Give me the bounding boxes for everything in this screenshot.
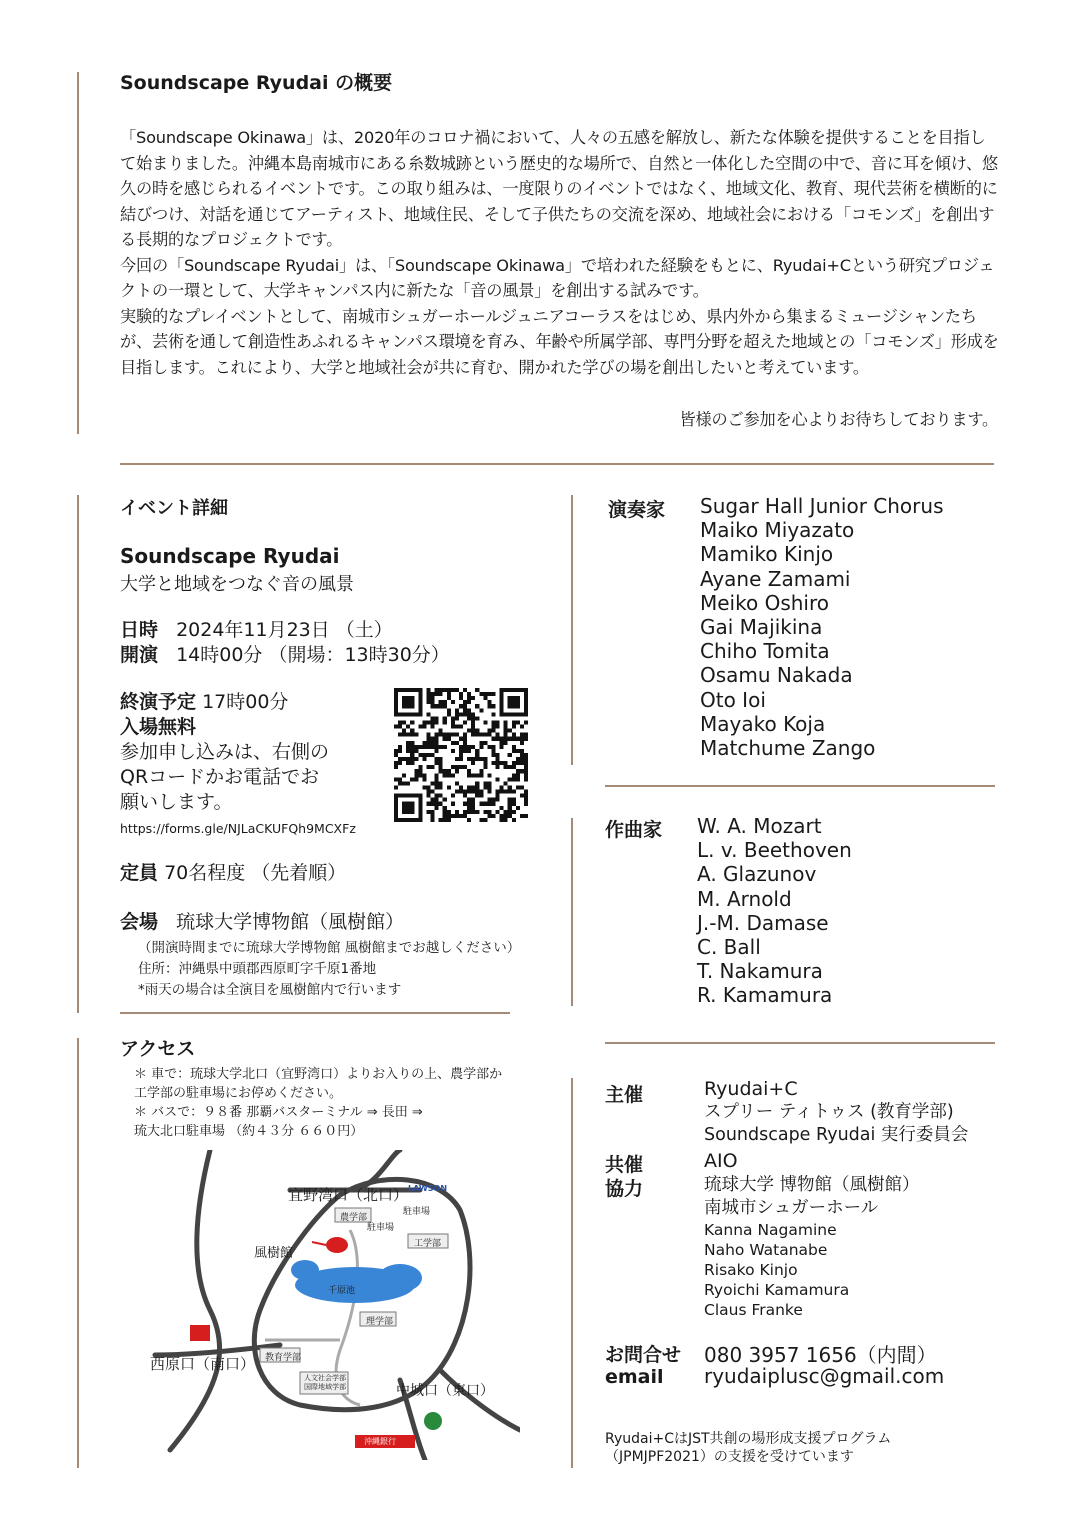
performer-name: Gai Majikina — [700, 615, 823, 640]
map-museum: 風樹館 — [254, 1246, 294, 1261]
performer-name: Meiko Oshiro — [700, 590, 829, 615]
performer-name: Ayane Zamami — [700, 566, 851, 591]
map-eng: 工学部 — [414, 1239, 442, 1249]
host-block — [704, 1078, 968, 1147]
capacity-value: 70名程度 （先着順） — [164, 862, 347, 884]
cooperator-name: Naho Watanabe — [704, 1241, 828, 1259]
event-date-row — [120, 618, 560, 643]
venue-label: 会場 — [120, 911, 159, 933]
cooperator-name: Claus Franke — [704, 1301, 803, 1319]
map-parking-1: 駐車場 — [403, 1207, 431, 1217]
end-label: 終演予定 — [120, 691, 197, 713]
performer-name: Sugar Hall Junior Chorus — [700, 494, 944, 518]
capacity-label: 定員 — [120, 862, 159, 884]
capacity-row — [120, 858, 560, 885]
date-label: 日時 — [120, 619, 159, 641]
map-bank: 沖縄銀行 — [364, 1437, 396, 1446]
museum-marker — [326, 1237, 348, 1253]
map-west-gate: 西原口（南口） — [150, 1355, 256, 1373]
overview-paragraph-1: 「Soundscape Okinawa」は、2020年のコロナ禍において、人々の五感を解放し、新たな体験を提供することを目指して始まりました。沖縄本島南城市にある糸数城跡という歴史的な場所で、自然と一体化した空間の中で、音に耳を傾け、悠久の時を感じられるイベントです。この取り組みは、一度限りのイベントではなく、地域文化、教育、現代芸術を横断的に結びつけ、対話を通じてアーティスト、地域住民、そして子供たちの交流を深め、地域社会における「コモンズ」を創出する長期的なプロジェクトです。 — [120, 128, 999, 249]
coop-block — [704, 1174, 920, 1320]
performer-name: Oto Ioi — [700, 687, 766, 712]
performer-name: Chiho Tomita — [700, 639, 830, 664]
divider-overview — [120, 463, 994, 465]
access-bus-2: 琉大北口駐車場 （約４３分 ６６０円） — [134, 1124, 364, 1139]
overview-paragraph-3: 実験的なプレイベントとして、南城市シュガーホールジュニアコーラスをはじめ、県内外から集まるミュージシャンたちが、芸術を通して創造性あふれるキャンパス環境を育み、年齢や所属学部、専門分野を超えた地域との「コモンズ」形成を目指します。これにより、大学と地域社会が共に育む、開かれた学びの場を創出したいと考えています。 — [120, 306, 999, 377]
date-value: 2024年11月23日 （土） — [176, 619, 393, 641]
performer-name: Mayako Koja — [700, 711, 826, 736]
host-line-1: Ryudai+C — [704, 1078, 798, 1100]
venue-address: 住所：沖縄県中頭郡西原町字千原1番地 — [138, 961, 377, 977]
map-east-gate: 中城口（東口） — [396, 1383, 494, 1399]
performer-name: Maiko Miyazato — [700, 518, 855, 543]
cooperator-name: Risako Kinjo — [704, 1261, 798, 1279]
access-section — [120, 1034, 520, 1141]
host-label: 主催 — [605, 1084, 644, 1106]
support-note-1: Ryudai+CはJST共創の場形成支援プログラム — [605, 1431, 892, 1447]
composers-label: 作曲家 — [605, 819, 663, 841]
map-hum: 人文社会学部 国際地域学部 — [304, 1374, 346, 1391]
host-line-2: スプリー ティトゥス (教育学部) — [704, 1102, 954, 1122]
left-rule-access — [77, 1038, 79, 1468]
composer-name: L. v. Beethoven — [697, 838, 852, 863]
map-agri: 農学部 — [340, 1213, 368, 1223]
left-rule-top — [77, 72, 79, 434]
start-value: 14時00分 （開場：13時30分） — [176, 644, 450, 666]
performer-name: Osamu Nakada — [700, 663, 853, 688]
rain-note: *雨天の場合は全演目を風樹館内で行います — [138, 982, 402, 998]
divider-composers — [605, 1042, 995, 1044]
composer-name: M. Arnold — [697, 886, 792, 911]
overview-paragraph-2: 今回の「Soundscape Ryudai」は、「Soundscape Okinawa」で培われた経験をもとに、Ryudai+Cという研究プロジェクトの一環として、大学キャンパス内に新たな「音の風景」を創出する試みです。 — [120, 255, 995, 300]
composer-name: W. A. Mozart — [697, 814, 822, 838]
performer-name: Mamiko Kinjo — [700, 542, 834, 567]
form-url[interactable]: https://forms.gle/NJLaCKUFQh9MCXFz — [120, 821, 356, 836]
event-name: Soundscape Ryudai — [120, 544, 340, 568]
contact-label: お問合せ — [605, 1344, 682, 1366]
coop-label: 協力 — [605, 1178, 644, 1200]
cohost-value: AIO — [704, 1150, 738, 1172]
performer-name: Matchume Zango — [700, 736, 876, 761]
support-note-2: （JPMJPF2021）の支援を受けています — [605, 1449, 854, 1465]
qr-code[interactable] — [394, 688, 528, 822]
map-lawson: LAWSON — [408, 1184, 448, 1193]
composer-name: A. Glazunov — [697, 862, 817, 887]
overview-title: Soundscape Ryudai の概要 — [120, 72, 393, 94]
email-label: email — [605, 1366, 664, 1388]
cohost-label: 共催 — [605, 1154, 644, 1176]
access-car: ＊ 車で：琉球大学北口（宜野湾口）よりお入りの上、農学部か工学部の駐車場にお停めください。 — [134, 1067, 503, 1101]
email-value[interactable]: ryudaiplusc@gmail.com — [704, 1364, 945, 1388]
mid-rule-organizers — [571, 1078, 573, 1468]
venue-note: （開演時間までに琉球大学博物館 風樹館までお越しください） — [138, 940, 521, 956]
performers-label: 演奏家 — [608, 499, 666, 521]
divider-event-access — [120, 1012, 510, 1014]
map-pond: 千原池 — [328, 1286, 356, 1296]
composer-name: R. Kamamura — [697, 983, 833, 1008]
map-north-gate: 宜野湾口（北口） — [288, 1186, 409, 1204]
mid-rule-performers — [571, 495, 573, 765]
overview-closing: 皆様のご参加を心よりお待ちしております。 — [679, 410, 998, 429]
start-label: 開演 — [120, 644, 159, 666]
map-edu: 教育学部 — [265, 1353, 302, 1363]
composer-name: J.-M. Damase — [697, 910, 829, 935]
map-parking-2: 駐車場 — [367, 1223, 395, 1233]
free-admission: 入場無料 — [120, 716, 197, 738]
map-sci: 理学部 — [366, 1317, 394, 1327]
cooperator-name: Kanna Nagamine — [704, 1221, 837, 1239]
campus-map — [150, 1150, 520, 1460]
end-value: 17時00分 — [202, 691, 289, 713]
contact-value[interactable]: 080 3957 1656（内間） — [704, 1343, 937, 1367]
mid-rule-composers — [571, 818, 573, 1006]
event-subtitle: 大学と地域をつなぐ音の風景 — [120, 574, 354, 595]
access-bus: ＊ バスで：９８番 那覇バスターミナル ⇒ 長田 ⇒ — [134, 1105, 423, 1120]
venue-row — [120, 907, 560, 934]
venue-value: 琉球大学博物館（風樹館） — [176, 911, 405, 933]
coop-line-2: 南城市シュガーホール — [704, 1198, 879, 1218]
host-line-3: Soundscape Ryudai 実行委員会 — [704, 1125, 969, 1145]
composer-name: C. Ball — [697, 935, 761, 960]
event-start-row — [120, 643, 560, 668]
divider-performers — [605, 785, 995, 787]
composers-list — [697, 814, 852, 1008]
apply-text: 参加申し込みは、右側のQRコードかお電話でお願いします。 — [120, 741, 330, 813]
coop-line-1: 琉球大学 博物館（風樹館） — [704, 1175, 920, 1195]
performers-list — [700, 494, 944, 760]
overview-body — [120, 125, 1000, 380]
composer-name: T. Nakamura — [697, 959, 823, 984]
access-title: アクセス — [120, 1038, 196, 1060]
event-section-title: イベント詳細 — [120, 498, 228, 519]
cooperator-name: Ryoichi Kamamura — [704, 1281, 850, 1299]
coop-names — [704, 1220, 920, 1320]
venue-notes — [120, 938, 560, 1001]
left-rule-event — [77, 495, 79, 1013]
